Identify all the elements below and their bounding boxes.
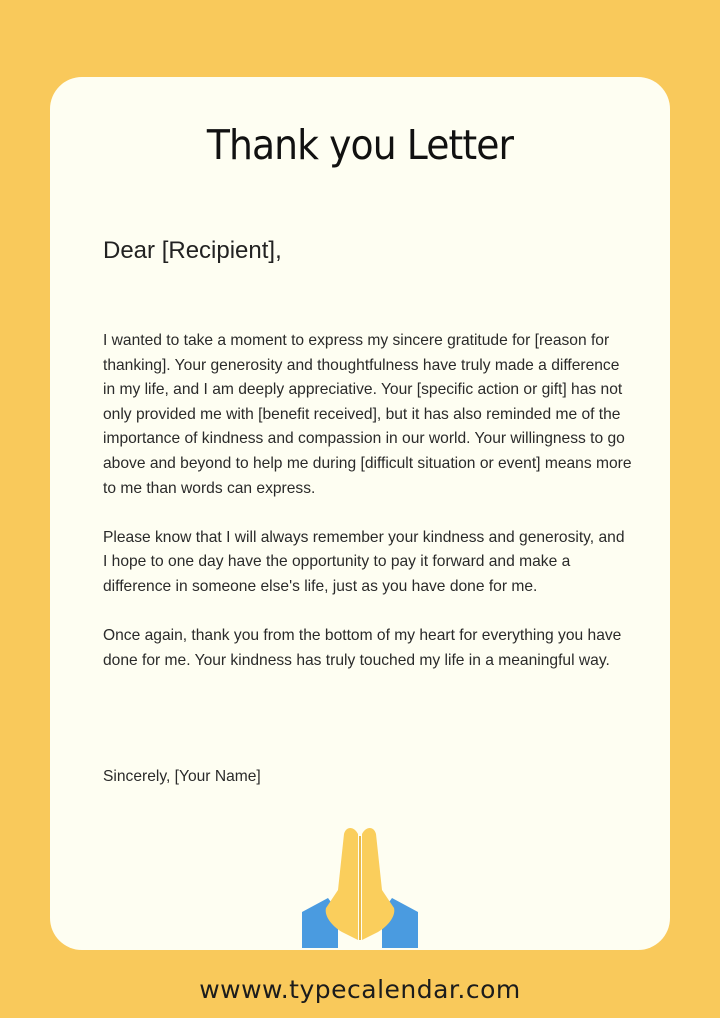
letter-paragraph: Please know that I will always remember your kindness and generosity, and I hope to one day have the opportunity to pay it forward and make a difference in someone else's life, just as you have done for me. — [103, 528, 625, 595]
letter-title: Thank you Letter — [206, 121, 514, 169]
letter-closing: Sincerely, [Your Name] — [103, 768, 261, 785]
letter-paragraph: I wanted to take a moment to express my sincere gratitude for [reason for thanking]. Your generosity and thoughtfulness have truly made a difference in my life, and I am deeply appreciative. Your [specific action or gift] has not only provided me with [benefit received], but it has also reminded me of the importance of kindness and compassion in our world. Your willingness to go above and beyond to help me during [difficult situation or event] means more to me than words can express. — [103, 332, 632, 497]
folded-hands-icon — [298, 824, 422, 950]
letter-greeting: Dear [Recipient], — [103, 237, 282, 264]
website-footer: wwww.typecalendar.com — [199, 975, 521, 1004]
letter-body — [103, 329, 633, 698]
letter-paragraph: Once again, thank you from the bottom of my heart for everything you have done for me. Your kindness has truly touched my life in a meaningful way. — [103, 627, 622, 669]
